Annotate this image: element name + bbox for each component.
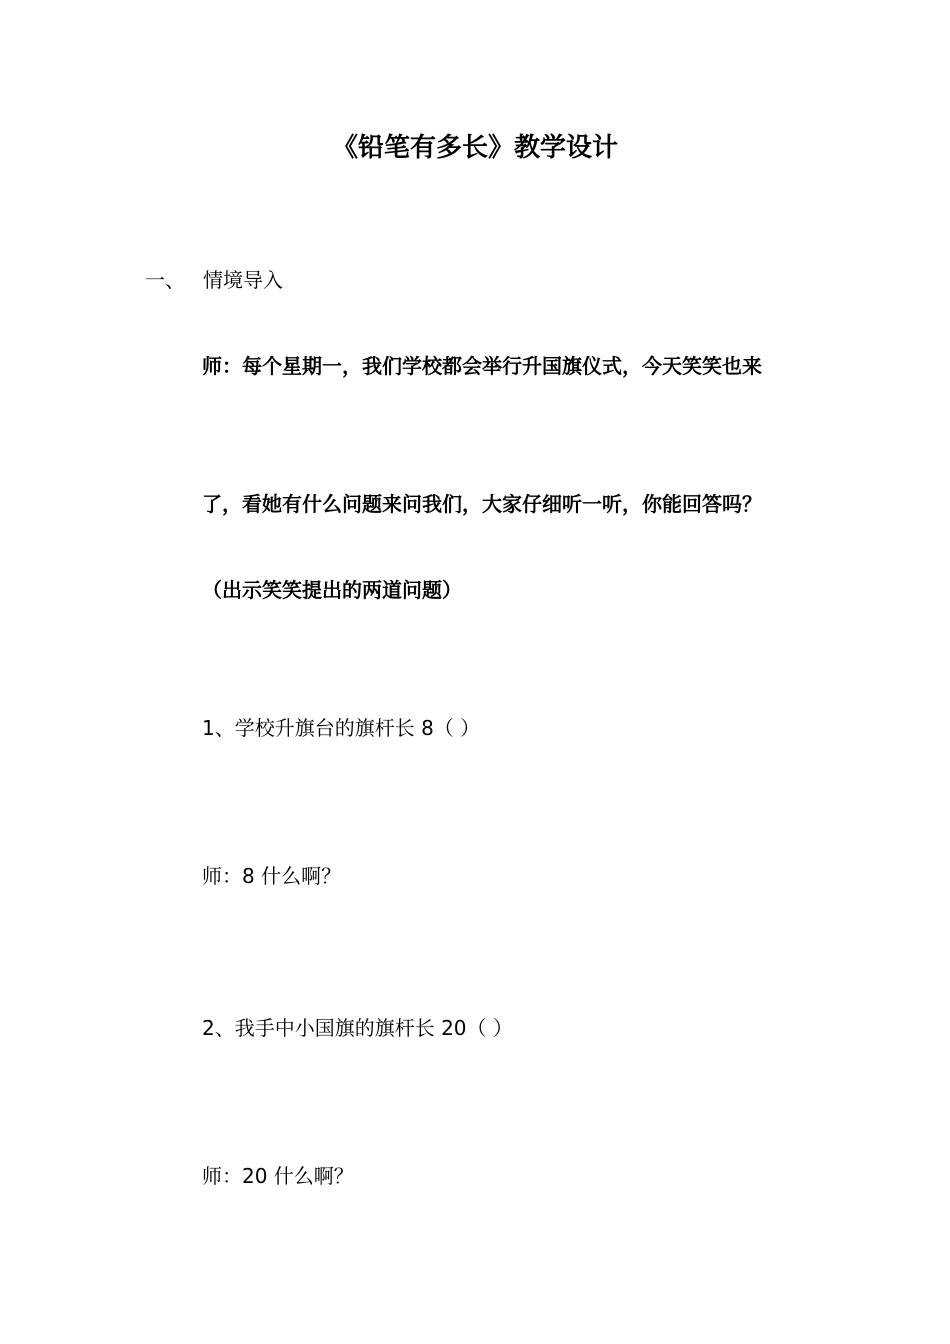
section-heading [145,264,283,296]
section-title: 情境导入 [203,268,283,292]
paragraph-teacher-intro-line-1: 师：每个星期一，我们学校都会举行升国旗仪式，今天笑笑也来 [202,354,762,378]
paragraph-teacher-intro-line-2: 了，看她有什么问题来问我们，大家仔细听一听，你能回答吗？ [202,492,762,516]
teacher-line-2: 师：20 什么啊？ [202,1164,354,1188]
section-number: 一、 [145,268,185,292]
question-1: 1、学校升旗台的旗杆长 8（ ） [202,716,481,740]
question-2: 2、我手中小国旗的旗杆长 20（ ） [202,1016,513,1040]
teacher-line-1: 师：8 什么啊？ [202,864,342,888]
paragraph-show-questions: （出示笑笑提出的两道问题） [202,578,462,602]
document-title: 《铅笔有多长》教学设计 [331,133,618,163]
